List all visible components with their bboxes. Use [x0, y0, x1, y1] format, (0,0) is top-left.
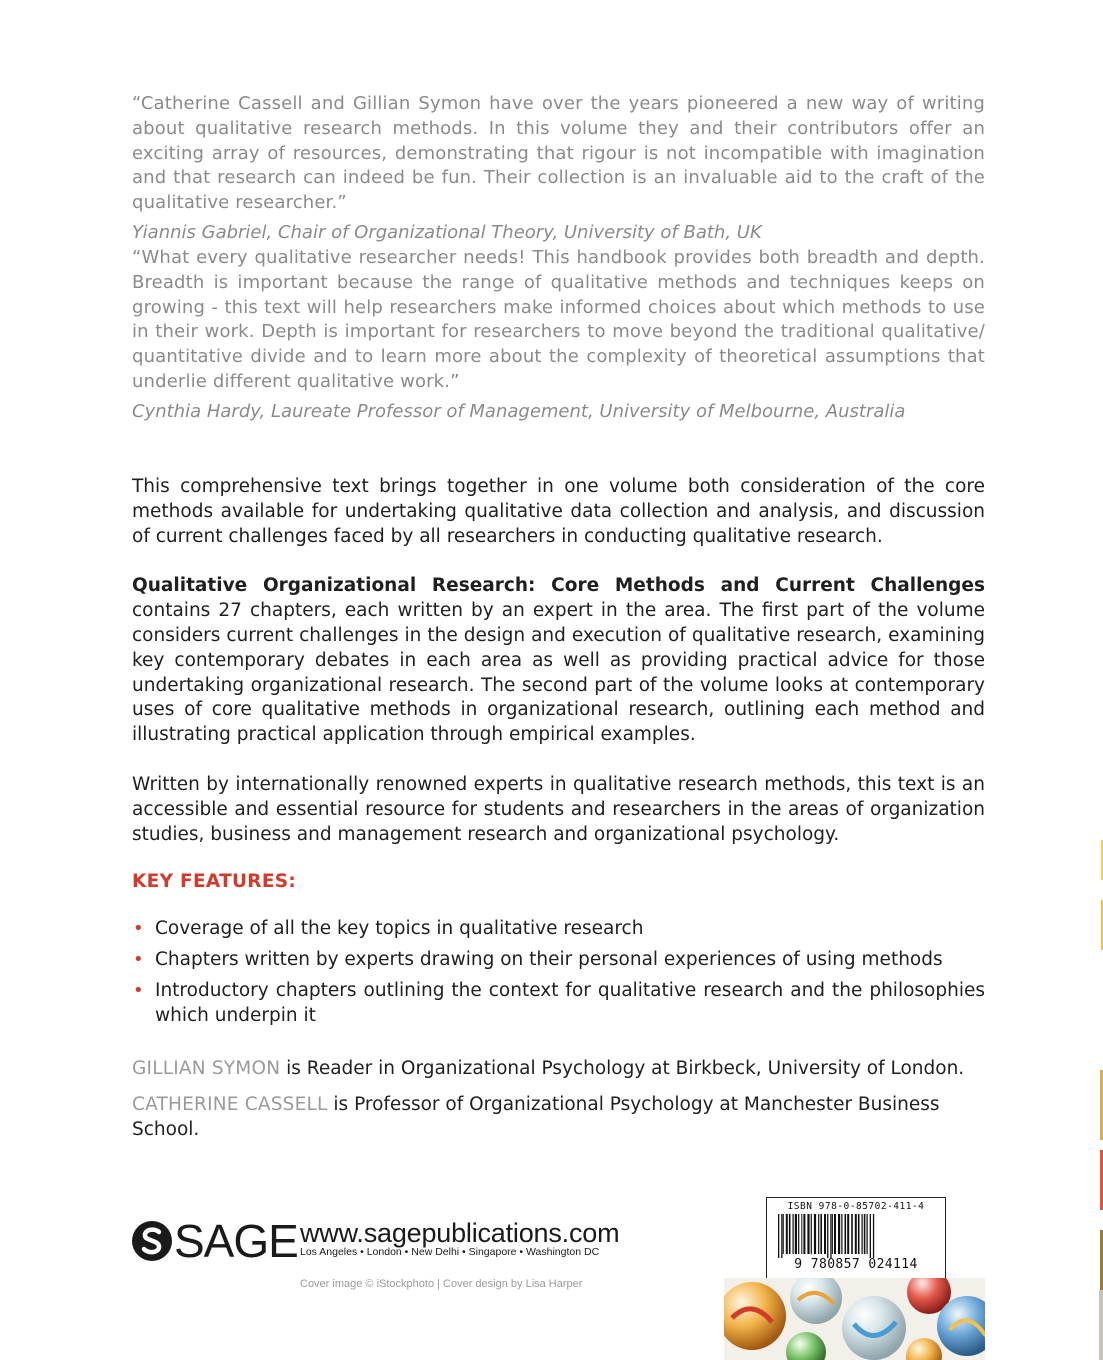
author-bio: is Professor of Organizational Psychology at Manchester Business School. [132, 1094, 940, 1140]
isbn-digits: 9 780857 024114 [794, 1257, 918, 1272]
barcode-bar [786, 1214, 788, 1254]
barcode-bar [847, 1214, 849, 1254]
barcode-bar [841, 1214, 842, 1254]
barcode-bar [824, 1214, 826, 1254]
bullet-icon: • [133, 918, 144, 939]
cover-credits: Cover image © iStockphoto | Cover design by Lisa Harper [300, 1278, 583, 1290]
list-item: • Chapters written by experts drawing on their personal experiences of using methods [133, 949, 943, 970]
description-paragraph-2-text: contains 27 chapters, each written by an expert in the area. The first part of the volume considers current challenges in the design and execution of qualitative research, examining key contemporary debates in each area as well as providing practical advice for those undertaking organizational research. The second part of the volume looks at contemporary uses of core qualitative methods in organizational research, outlining each method and illustrating practical application through empirical examples. [132, 600, 985, 746]
barcode-bar [801, 1214, 802, 1254]
barcode-bar [845, 1214, 847, 1254]
sage-logo [131, 1217, 298, 1265]
endorsement-attribution: Cynthia Hardy, Laureate Professor of Management, University of Melbourne, Australia [132, 400, 906, 422]
description-paragraph-1: This comprehensive text brings together in one volume both consideration of the core methods available for undertaking qualitative data collection and analysis, and discussion of current challenges faced by all researchers in conducting qualitative research. [132, 476, 985, 547]
description-paragraph-2 [132, 574, 985, 748]
list-item: • Coverage of all the key topics in qualitative research [133, 918, 644, 939]
sage-logo-text: SAGE [174, 1215, 298, 1267]
endorsement-quote: “What every qualitative researcher needs! This handbook provides both breadth and depth. Breadth is important because the range of qualitative methods and techniques keeps on growing - this text will help researchers make informed choices about which methods to use in their work. Depth is important for researchers to move beyond the traditional qualitative/ quantitative divide and to learn more about the complexity of theoretical assumptions that underlie different qualitative work.” [132, 247, 985, 392]
endorsement-1 [132, 92, 985, 245]
bullet-icon: • [133, 949, 144, 970]
barcode-bar [795, 1214, 797, 1254]
barcode-bar [814, 1214, 816, 1254]
barcode-bar [807, 1214, 809, 1254]
endorsement-attribution: Yiannis Gabriel, Chair of Organizational Theory, University of Bath, UK [132, 221, 762, 243]
barcode-bar [834, 1214, 836, 1254]
edge-color-strip [1098, 840, 1103, 1360]
barcode-bar [830, 1214, 831, 1258]
barcode-bar [862, 1214, 863, 1254]
barcode-bar [858, 1214, 860, 1254]
endorsement-quote: “Catherine Cassell and Gillian Symon have over the years pioneered a new way of writing about qualitative research methods. In this volume they and their contributors offer an exciting array of resources, demonstrating that rigour is not incompatible with imagination and that research can indeed be fun. Their collection is an invaluable aid to the craft of the qualitative researcher.” [132, 93, 985, 214]
barcode-bar [789, 1214, 791, 1254]
sage-circle-icon [131, 1219, 173, 1263]
description-paragraph-3: Written by internationally renowned experts in qualitative research methods, this text is an accessible and essential resource for students and researchers in the areas of organization studies, business and management research and organizational psychology. [132, 773, 985, 845]
barcode-bar [838, 1214, 840, 1254]
barcode-bar [778, 1214, 779, 1258]
barcode-bar [783, 1214, 784, 1254]
barcode-bar [867, 1214, 868, 1254]
cover-image-marbles [724, 1278, 985, 1360]
author-bio: is Reader in Organizational Psychology at Birkbeck, University of London. [280, 1058, 965, 1079]
barcode-bar [832, 1214, 833, 1254]
barcode-bar [818, 1214, 819, 1254]
barcode-bar [820, 1214, 822, 1254]
barcode-bar [864, 1214, 866, 1254]
barcode-bar [873, 1214, 874, 1258]
publisher-cities: Los Angeles • London • New Delhi • Singapore • Washington DC [300, 1246, 600, 1258]
author-bio-1 [132, 1056, 985, 1081]
barcode-bar [855, 1214, 857, 1254]
barcode-bar [781, 1214, 782, 1258]
author-name: GILLIAN SYMON [132, 1058, 281, 1079]
barcode-bar [827, 1214, 828, 1258]
publisher-url[interactable]: www.sagepublications.com [300, 1218, 620, 1248]
author-name: CATHERINE CASSELL [132, 1094, 328, 1115]
key-features-heading: KEY FEATURES: [132, 871, 297, 892]
endorsement-2 [132, 246, 985, 424]
list-item: • Introductory chapters outlining the context for qualitative research and the philosophies which underpin it [133, 980, 985, 1026]
author-bio-2 [132, 1092, 985, 1142]
key-features-list [132, 916, 985, 1028]
description [132, 475, 985, 847]
barcode-bar [793, 1214, 794, 1254]
bullet-icon: • [133, 980, 144, 1001]
marbles-image [724, 1278, 985, 1360]
barcode-bar [798, 1214, 799, 1254]
barcode-bars [776, 1214, 936, 1258]
barcode-bar [870, 1214, 871, 1258]
key-features-section [132, 871, 985, 1034]
book-title: Qualitative Organizational Research: Core Methods and Current Challenges [132, 575, 985, 597]
barcode-bar [851, 1214, 853, 1254]
barcode-bar [811, 1214, 812, 1254]
isbn-label: ISBN 978-0-85702-411-4 [787, 1201, 925, 1212]
barcode-bar [803, 1214, 805, 1254]
isbn-barcode [766, 1197, 946, 1279]
